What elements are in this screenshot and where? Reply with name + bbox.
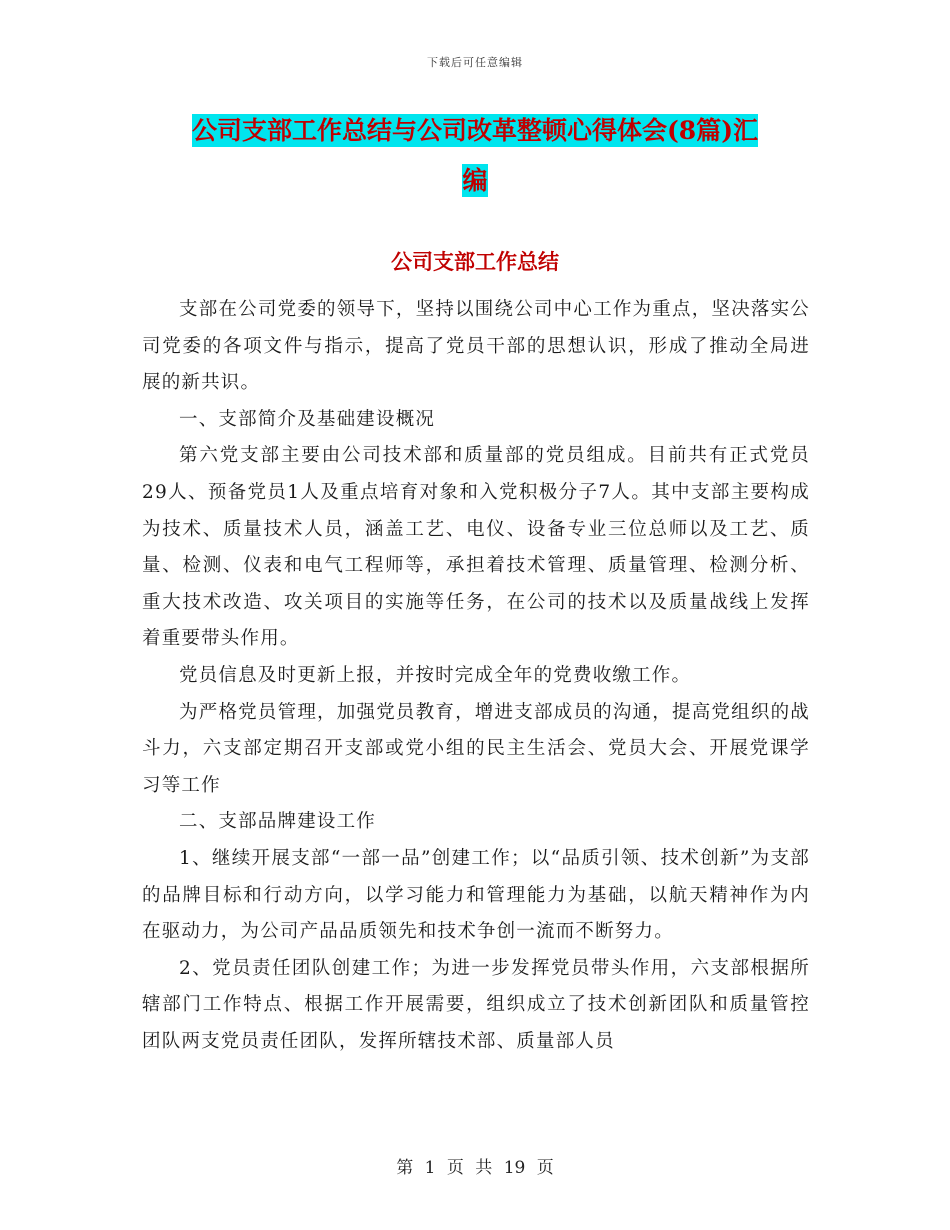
paragraph: 第六党支部主要由公司技术部和质量部的党员组成。目前共有正式党员29人、预备党员1人及重点培育对象和入党积极分子7人。其中支部主要构成为技术、质量技术人员，涵盖工艺、电仪、设备专业三位总师以及工艺、质量、检测、仪表和电气工程师等，承担着技术管理、质量管理、检测分析、重大技术改造、攻关项目的实施等任务，在公司的技术以及质量战线上发挥着重要带头作用。: [142, 445, 810, 650]
paragraph: 1、继续开展支部“一部一品”创建工作；以“品质引领、技术创新”为支部的品牌目标和行动方向，以学习能力和管理能力为基础，以航天精神作为内在驱动力，为公司产品品质领先和技术争创一流而不断努力。: [142, 847, 810, 943]
document-title: [140, 106, 810, 206]
paragraph: 2、党员责任团队创建工作；为进一步发挥党员带头作用，六支部根据所辖部门工作特点、根据工作开展需要，组织成立了技术创新团队和质量管控团队两支党员责任团队，发挥所辖技术部、质量部人员: [142, 957, 810, 1052]
document-title-line-2: 编: [462, 166, 488, 195]
paragraph: 支部在公司党委的领导下，坚持以围绕公司中心工作为重点，坚决落实公司党委的各项文件与指示，提高了党员干部的思想认识，形成了推动全局进展的新共识。: [142, 299, 810, 394]
paragraph: 党员信息及时更新上报，并按时完成全年的党费收缴工作。: [179, 664, 692, 686]
section-title: 公司支部工作总结: [391, 249, 559, 274]
document-body: [142, 292, 810, 1060]
page-footer: 第 1 页 共 19 页: [396, 1158, 554, 1178]
document-title-line-1: 公司支部工作总结与公司改革整顿心得体会(8篇)汇: [191, 116, 759, 145]
paragraph: 为严格党员管理，加强党员教育，增进支部成员的沟通，提高党组织的战斗力，六支部定期召开支部或党小组的民主生活会、党员大会、开展党课学习等工作: [142, 701, 810, 796]
page-header-note: 下载后可任意编辑: [427, 56, 523, 69]
paragraph-heading: 一、支部简介及基础建设概况: [179, 408, 436, 430]
paragraph-heading: 二、支部品牌建设工作: [179, 811, 377, 833]
